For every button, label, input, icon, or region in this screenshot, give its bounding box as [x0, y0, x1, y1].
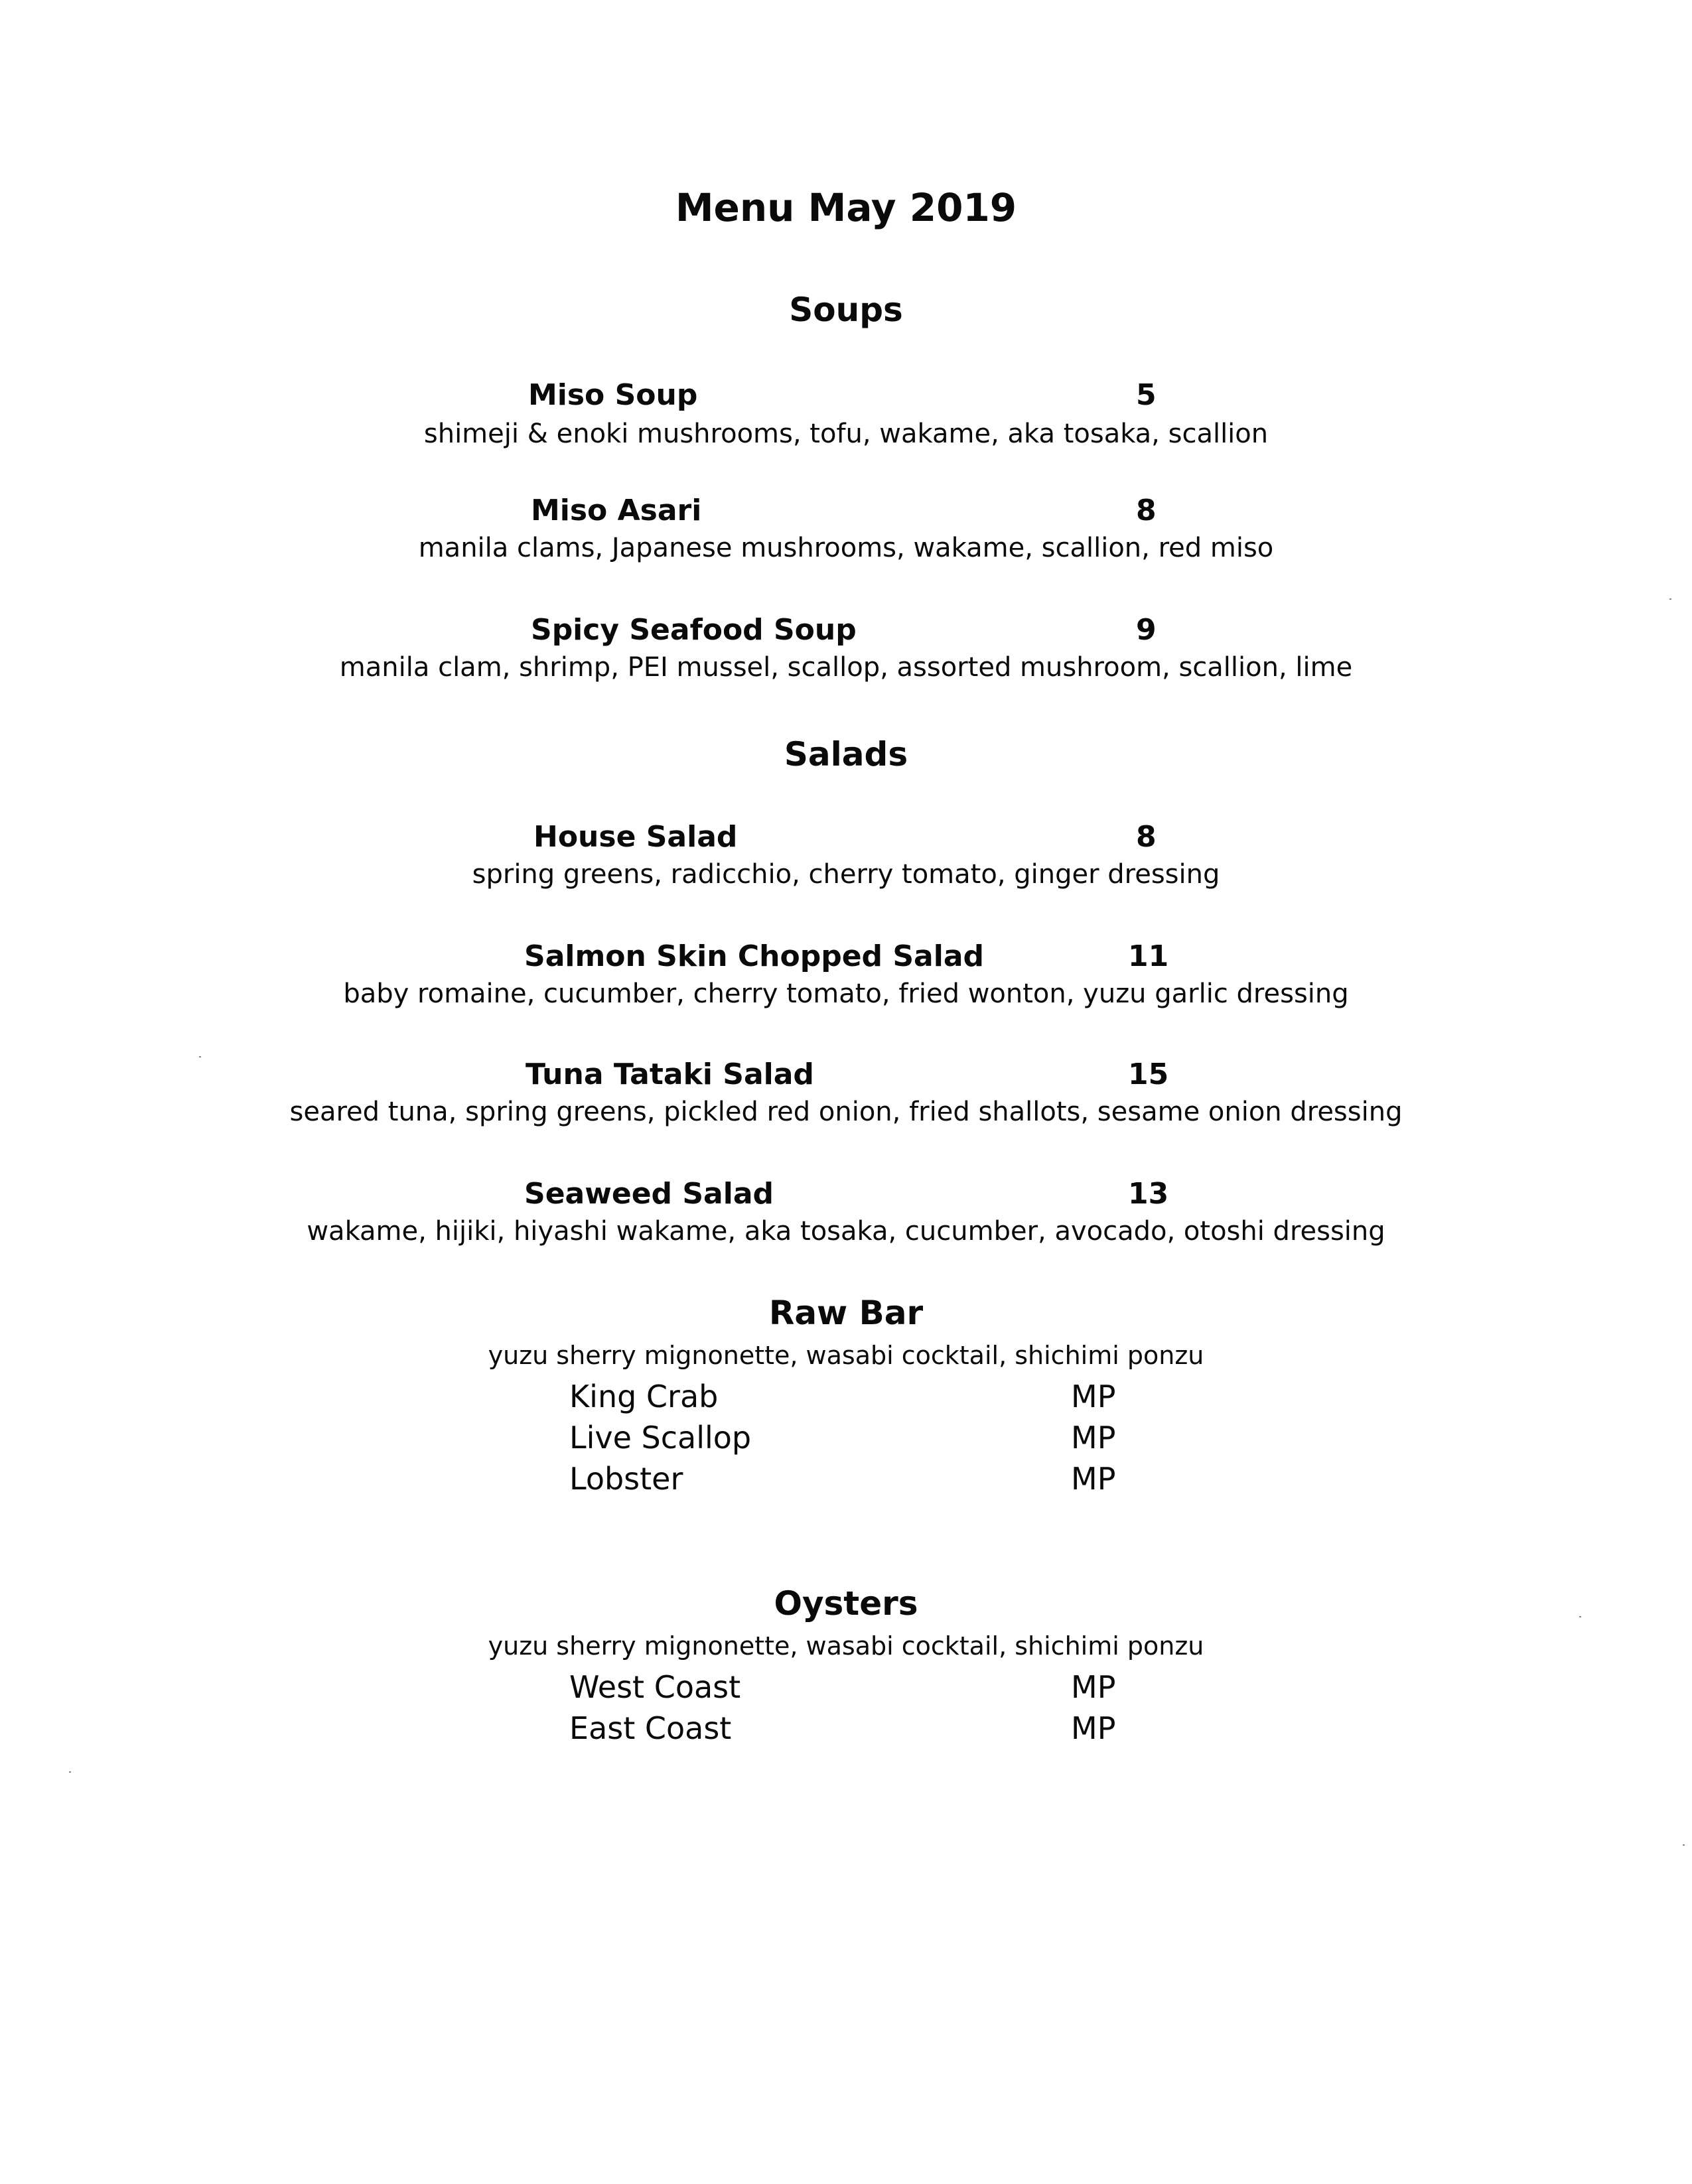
salad-item-price: 8 [1136, 820, 1157, 854]
salad-item-description: seared tuna, spring greens, pickled red onion, fried shallots, sesame onion dressing [289, 1097, 1403, 1127]
salad-item-description: spring greens, radicchio, cherry tomato, ginger dressing [472, 859, 1220, 890]
salad-item-name: Tuna Tataki Salad [526, 1058, 814, 1091]
salad-item-price: 13 [1128, 1177, 1169, 1211]
soup-item-description: manila clam, shrimp, PEI mussel, scallop, assorted mushroom, scallion, lime [339, 652, 1353, 683]
section-heading-raw-bar: Raw Bar [768, 1294, 924, 1332]
soup-item-price: 8 [1136, 494, 1157, 527]
salad-item-name: Seaweed Salad [524, 1177, 774, 1211]
raw-bar-item-price: MP [1071, 1461, 1116, 1497]
oyster-item-name: West Coast [569, 1669, 741, 1705]
raw-bar-item-name: Lobster [569, 1461, 683, 1497]
raw-bar-item-name: King Crab [569, 1379, 719, 1414]
salad-item-name: House Salad [533, 820, 738, 854]
oyster-item-price: MP [1071, 1669, 1116, 1705]
raw-bar-sauces: yuzu sherry mignonette, wasabi cocktail, shichimi ponzu [488, 1341, 1204, 1370]
salad-item-description: wakame, hijiki, hiyashi wakame, aka tosaka, cucumber, avocado, otoshi dressing [307, 1216, 1385, 1247]
menu-title: Menu May 2019 [675, 185, 1017, 230]
soup-item-name: Miso Soup [528, 378, 698, 412]
section-heading-soups: Soups [789, 291, 903, 329]
soup-item-price: 9 [1136, 613, 1157, 647]
raw-bar-item-name: Live Scallop [569, 1420, 752, 1456]
salad-item-price: 11 [1128, 939, 1169, 973]
scan-speck [199, 1056, 201, 1058]
oyster-item-price: MP [1071, 1710, 1116, 1746]
salad-item-price: 15 [1128, 1058, 1169, 1091]
soup-item-name: Spicy Seafood Soup [531, 613, 857, 647]
soup-item-description: manila clams, Japanese mushrooms, wakame, scallion, red miso [418, 533, 1274, 563]
scan-speck [1669, 598, 1671, 600]
soup-item-description: shimeji & enoki mushrooms, tofu, wakame, aka tosaka, scallion [423, 419, 1269, 449]
oysters-sauces: yuzu sherry mignonette, wasabi cocktail, shichimi ponzu [488, 1631, 1204, 1661]
section-heading-salads: Salads [784, 735, 908, 774]
salad-item-name: Salmon Skin Chopped Salad [524, 939, 984, 973]
raw-bar-item-price: MP [1071, 1420, 1116, 1456]
oyster-item-name: East Coast [569, 1710, 732, 1746]
raw-bar-item-price: MP [1071, 1379, 1116, 1414]
scan-speck [69, 1771, 71, 1773]
salad-item-description: baby romaine, cucumber, cherry tomato, fried wonton, yuzu garlic dressing [343, 979, 1349, 1009]
scan-speck [1683, 1844, 1685, 1846]
scan-speck [1579, 1616, 1581, 1617]
soup-item-name: Miso Asari [531, 494, 702, 527]
section-heading-oysters: Oysters [774, 1584, 918, 1623]
soup-item-price: 5 [1136, 378, 1157, 412]
